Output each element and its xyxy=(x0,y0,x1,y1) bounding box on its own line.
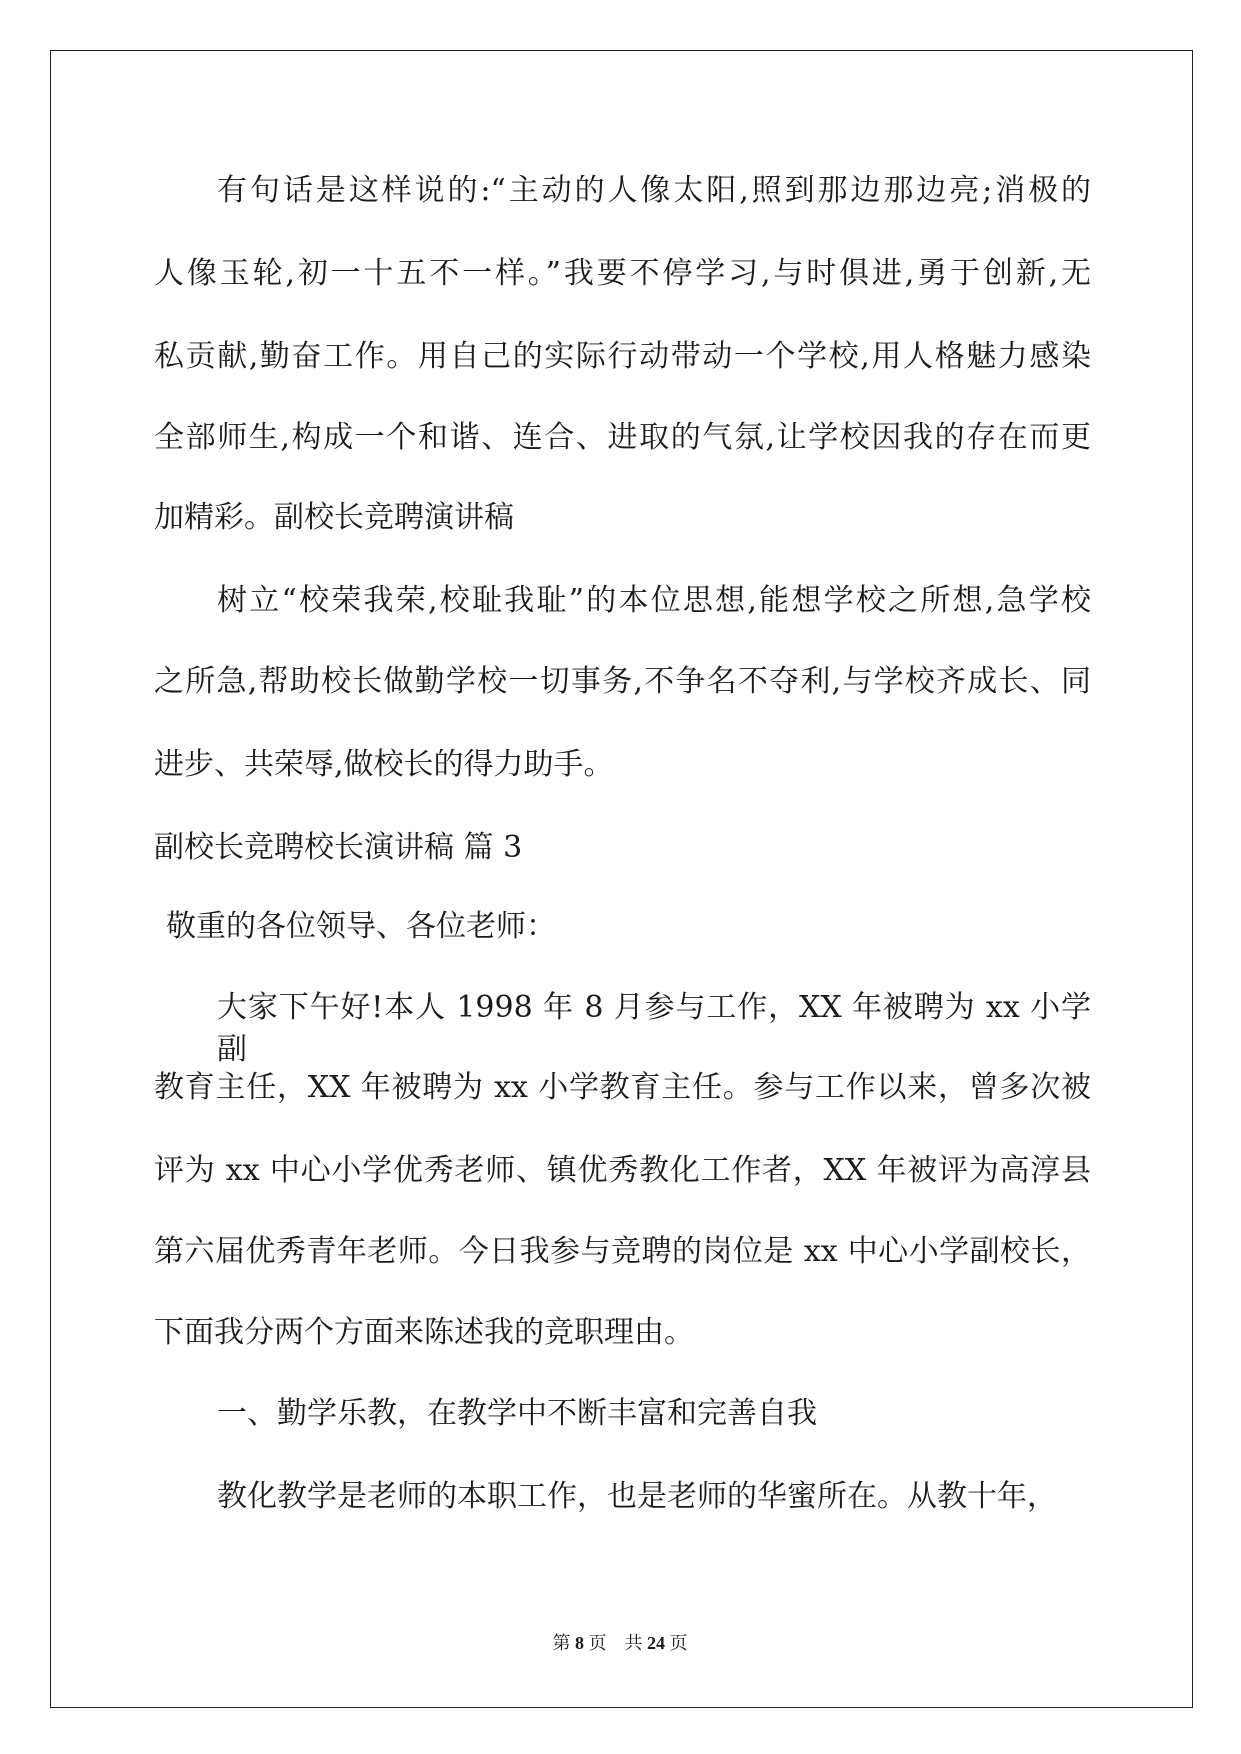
paragraph-line: 树立“校荣我荣,校耻我耻”的本位思想,能想学校之所想,急学校 xyxy=(217,583,1091,618)
page-border xyxy=(50,50,1193,1708)
paragraph-line: 人像玉轮,初一十五不一样。”我要不停学习,与时俱进,勇于创新,无 xyxy=(154,256,1091,291)
paragraph-line: 加精彩。副校长竞聘演讲稿 xyxy=(154,500,514,535)
paragraph-line: 教育主任，XX 年被聘为 xx 小学教育主任。参与工作以来，曾多次被 xyxy=(154,1070,1091,1105)
paragraph-line: 大家下午好!本人 1998 年 8 月参与工作，XX 年被聘为 xx 小学副 xyxy=(217,990,1091,1067)
paragraph-line: 私贡献,勤奋工作。用自己的实际行动带动一个学校,用人格魅力感染 xyxy=(154,339,1091,374)
paragraph-line: 下面我分两个方面来陈述我的竞职理由。 xyxy=(154,1315,694,1350)
salutation: 敬重的各位领导、各位老师： xyxy=(166,909,556,944)
page-suffix: 页 xyxy=(588,1633,607,1653)
total-pages: 24 xyxy=(647,1633,665,1653)
paragraph-line: 评为 xx 中心小学优秀老师、镇优秀教化工作者，XX 年被评为高淳县 xyxy=(154,1153,1091,1188)
page-prefix: 第 xyxy=(552,1633,571,1653)
subheading-line: 一、勤学乐教，在教学中不断丰富和完善自我 xyxy=(217,1396,817,1431)
paragraph-line: 之所急,帮助校长做勤学校一切事务,不争名不夺利,与学校齐成长、同 xyxy=(154,664,1091,699)
paragraph-line: 进步、共荣辱,做校长的得力助手。 xyxy=(154,747,614,782)
paragraph-line: 教化教学是老师的本职工作，也是老师的华蜜所在。从教十年， xyxy=(217,1479,1057,1514)
section-heading: 副校长竞聘校长演讲稿 篇 3 xyxy=(154,830,523,865)
paragraph-line: 全部师生,构成一个和谐、连合、进取的气氛,让学校因我的存在而更 xyxy=(154,420,1091,455)
paragraph-line: 第六届优秀青年老师。今日我参与竞聘的岗位是 xx 中心小学副校长， xyxy=(154,1234,1091,1269)
page-number: 8 xyxy=(575,1633,584,1653)
total-suffix: 页 xyxy=(669,1633,688,1653)
total-prefix: 共 xyxy=(624,1633,643,1653)
paragraph-line: 有句话是这样说的:“主动的人像太阳,照到那边那边亮;消极的 xyxy=(217,173,1091,208)
page-footer xyxy=(420,1630,820,1656)
